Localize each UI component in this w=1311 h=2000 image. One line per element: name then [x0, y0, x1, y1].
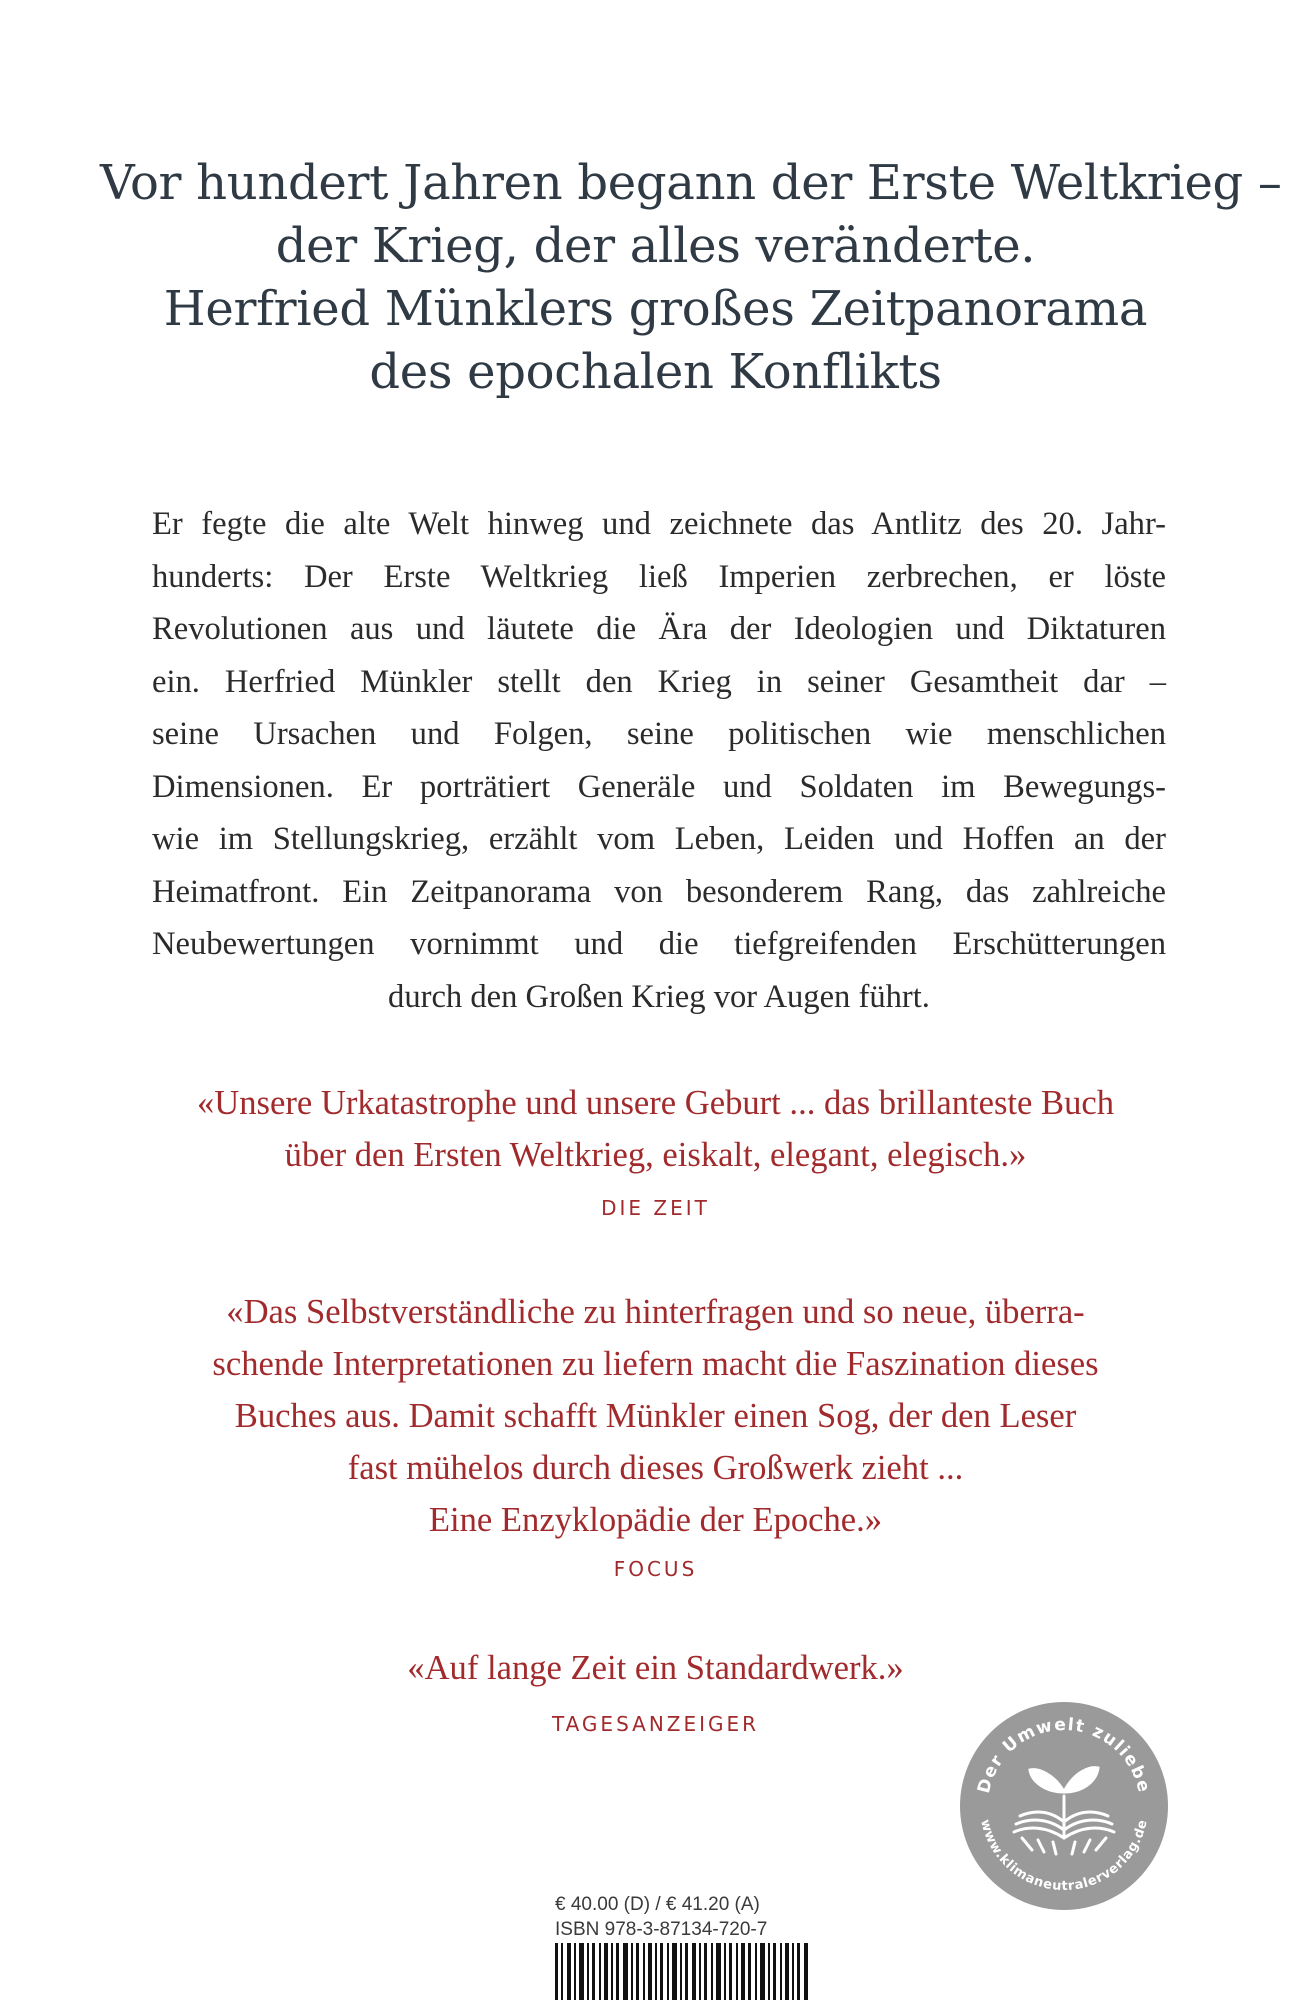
- quote-line: über den Ersten Weltkrieg, eiskalt, elegant, elegisch.»: [284, 1136, 1027, 1174]
- headline: [100, 152, 1282, 404]
- review-quote-focus: [120, 1286, 1191, 1546]
- blurb-line: Er fegte die alte Welt hinweg und zeichnete das Antlitz des 20. Jahr-: [152, 506, 1166, 542]
- quote-source: TAGESANZEIGER: [551, 1712, 760, 1736]
- blurb-line: Heimatfront. Ein Zeitpanorama von besonderem Rang, das zahlreiche: [152, 873, 1166, 910]
- review-quote-die-zeit: [120, 1077, 1191, 1181]
- blurb-paragraph: [152, 498, 1166, 1023]
- quote-line: «Auf lange Zeit ein Standardwerk.»: [407, 1649, 904, 1687]
- blurb-line: Dimensionen. Er porträtiert Generäle und Soldaten im Bewegungs-: [152, 768, 1166, 805]
- barcode-bars: [555, 1943, 808, 2000]
- blurb-line: hunderts: Der Erste Weltkrieg ließ Imperien zerbrechen, er löste: [152, 558, 1166, 595]
- barcode: [553, 1943, 811, 2000]
- headline-line: der Krieg, der alles veränderte.: [275, 218, 1036, 274]
- blurb-line: Revolutionen aus und läutete die Ära der Ideologien und Diktaturen: [152, 611, 1166, 647]
- quote-line: fast mühelos durch dieses Großwerk zieht ...: [347, 1449, 964, 1487]
- price-isbn-block: [555, 1892, 767, 1942]
- quote-line: Eine Enzyklopädie der Epoche.»: [428, 1501, 883, 1539]
- blurb-line: durch den Großen Krieg vor Augen führt.: [388, 978, 930, 1015]
- price-text: € 40.00 (D) / € 41.20 (A): [555, 1894, 760, 1915]
- headline-line: Vor hundert Jahren begann der Erste Weltkrieg –: [100, 155, 1282, 211]
- isbn-text: ISBN 978-3-87134-720-7: [555, 1919, 768, 1940]
- review-quote-tagesanzeiger: [120, 1642, 1191, 1694]
- environment-seal: [958, 1700, 1170, 1912]
- blurb-line: ein. Herfried Münkler stellt den Krieg in seiner Gesamtheit dar –: [152, 663, 1166, 700]
- quote-line: «Das Selbstverständliche zu hinterfragen und so neue, überra-: [226, 1293, 1085, 1331]
- quote-line: «Unsere Urkatastrophe und unsere Geburt ... das brillanteste Buch: [196, 1084, 1114, 1122]
- quote-source: DIE ZEIT: [601, 1196, 710, 1220]
- blurb-line: wie im Stellungskrieg, erzählt vom Leben, Leiden und Hoffen an der: [152, 821, 1166, 857]
- seal-bottom-text: www.klimaneutralerverlag.de: [977, 1817, 1151, 1895]
- blurb-line: Neubewertungen vornimmt und die tiefgreifenden Erschütterungen: [152, 926, 1166, 962]
- headline-line: des epochalen Konflikts: [369, 344, 942, 400]
- seal-top-text: Der Umwelt zuliebe: [974, 1714, 1154, 1796]
- blurb-line: seine Ursachen und Folgen, seine politischen wie menschlichen: [152, 716, 1166, 752]
- quote-line: Buches aus. Damit schafft Münkler einen Sog, der den Leser: [234, 1397, 1077, 1435]
- headline-line: Herfried Münklers großes Zeitpanorama: [163, 281, 1148, 337]
- quote-source: FOCUS: [613, 1557, 698, 1581]
- quote-line: schende Interpretationen zu liefern macht die Faszination dieses: [212, 1345, 1099, 1383]
